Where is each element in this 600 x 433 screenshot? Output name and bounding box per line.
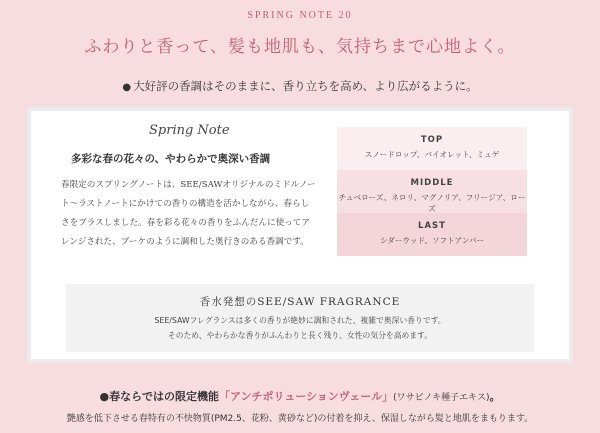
note-value: チュベローズ、ネロリ、マグノリア、フリージア、ローズ [338, 193, 526, 213]
note-last [337, 213, 527, 256]
fragrance-line: SEE/SAWフレグランスは多くの香りが絶妙に調和された、複雑で奥深い香りです。 [154, 316, 446, 325]
feature-accent: 「アンチポリューションヴェール」 [218, 390, 394, 403]
fragrance-info-box [66, 284, 534, 352]
script-title: Spring Note [149, 123, 230, 138]
feature-end: 。 [489, 390, 501, 403]
headline: ふわりと香って、髪も地肌も、気持ちまで心地よく。 [84, 37, 516, 57]
fragrance-line: そのため、やわらかな香りがふんわりと長く残り、女性の気分を高めます。 [167, 331, 433, 340]
body-text [61, 176, 335, 252]
body-line: ト〜ラストノートにかけての香りの構造を活かしながら、春らし [61, 199, 310, 209]
body-line: レンジされた、ブーケのように調和した奥行きのある香調です。 [61, 237, 309, 247]
fragrance-title: 香水発想のSEE/SAW FRAGRANCE [199, 296, 401, 308]
fragrance-notes [337, 127, 527, 256]
feature-note: (ワサビノキ種子エキス) [393, 393, 490, 403]
note-value: シダーウッド、ソフトアンバー [379, 236, 485, 245]
feature-card [27, 107, 573, 363]
feature-prefix: 春ならではの限定機能 [109, 390, 219, 403]
feature-description: 艶感を低下させる春特有の不快物質(PM2.5、花粉、黄砂など)の付着を抑え、保湿しながら髪と地肌をまもります。 [66, 414, 534, 424]
note-label: TOP [420, 135, 444, 145]
body-line: 春限定のスプリングノートは、SEE/SAWオリジナルのミドルノー [61, 180, 316, 190]
bullet-icon: ● [122, 82, 132, 93]
intro-text: 大好評の香調はそのままに、香り立ちを高め、より広がるように。 [133, 79, 478, 93]
section-heading: 多彩な春の花々の、やわらかで奥深い香調 [71, 153, 271, 165]
note-middle [337, 170, 527, 213]
note-top [337, 127, 527, 170]
note-value: スノードロップ、バイオレット、ミュゲ [364, 150, 500, 159]
intro-line [0, 78, 600, 94]
note-label: LAST [418, 221, 446, 231]
bullet-icon: ● [99, 390, 110, 403]
body-line: さをプラスしました。春を彩る花々の香りをふんだんに使ってア [61, 218, 310, 228]
feature-line [0, 388, 600, 404]
spring-note-kicker: SPRING NOTE 20 [247, 10, 353, 21]
note-label: MIDDLE [410, 178, 454, 188]
